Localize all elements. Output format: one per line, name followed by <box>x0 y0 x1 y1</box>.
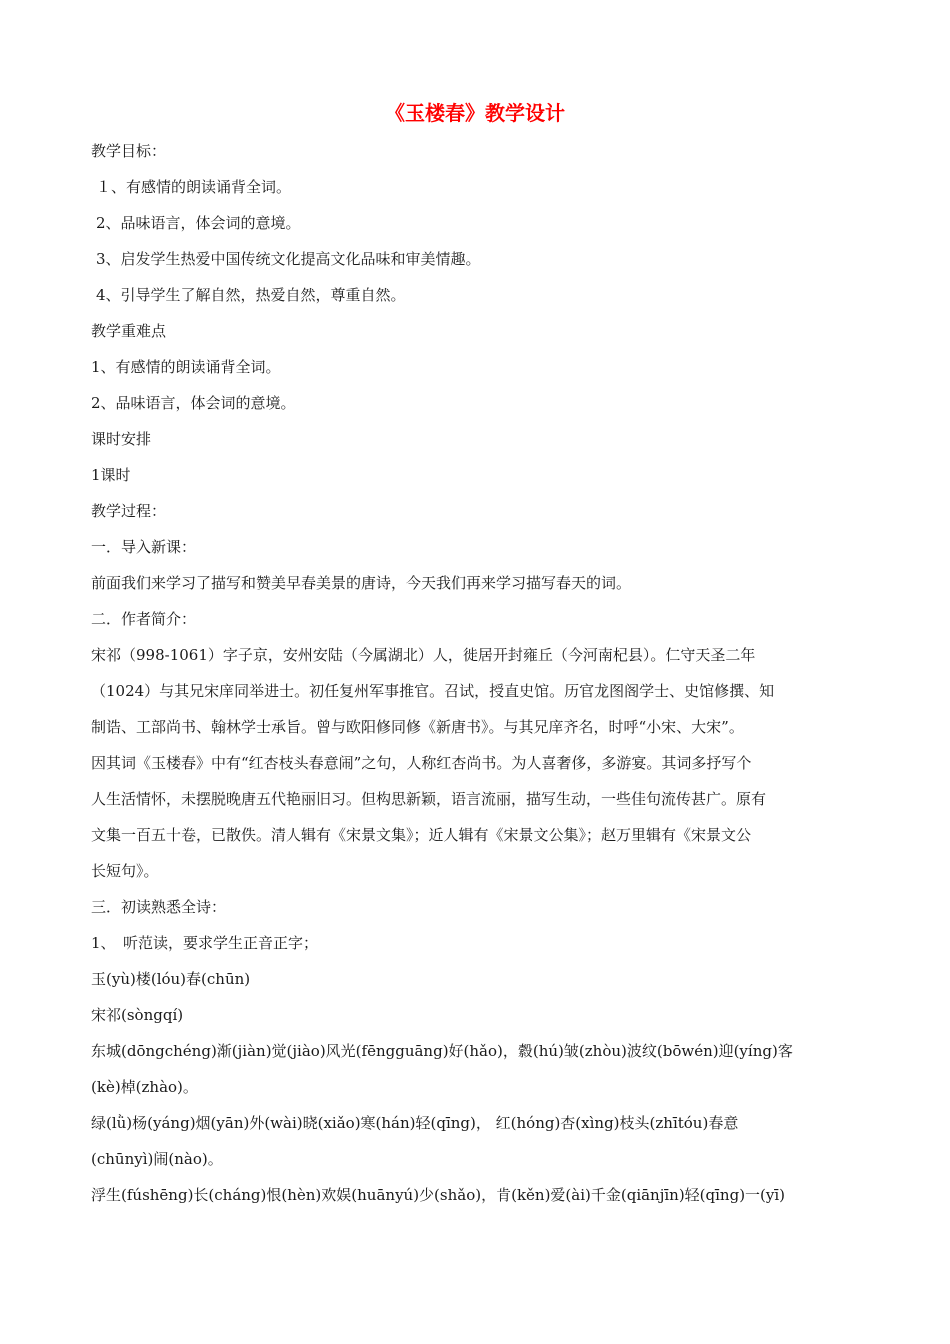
poem-title-pinyin: 玉(yù)楼(lóu)春(chūn) <box>91 970 251 988</box>
key-point-item: 2、品味语言，体会词的意境。 <box>91 394 296 412</box>
step3-heading: 三．初读熟悉全诗： <box>91 898 227 916</box>
author-bio-line: （1024）与其兄宋庠同举进士。初任复州军事推官。召试，授直史馆。历官龙图阁学士、史馆修撰、知 <box>91 682 775 700</box>
step1-heading: 一．导入新课： <box>91 538 197 556</box>
author-bio-line: 因其词《玉楼春》中有“红杏枝头春意闹”之句，人称红杏尚书。为人喜奢侈，多游宴。其词多抒写个 <box>91 754 752 772</box>
step1-text: 前面我们来学习了描写和赞美早春美景的唐诗，今天我们再来学习描写春天的词。 <box>91 574 632 592</box>
goal-item: １、有感情的朗读诵背全词。 <box>96 178 292 196</box>
author-bio-line: 人生活情怀，未摆脱晚唐五代艳丽旧习。但构思新颖，语言流丽，描写生动，一些佳句流传甚广。原有 <box>91 790 767 808</box>
schedule-value: 1课时 <box>91 466 131 484</box>
author-bio-line: 文集一百五十卷，已散佚。清人辑有《宋景文集》；近人辑有《宋景文公集》；赵万里辑有《宋景文公 <box>91 826 752 844</box>
author-bio-line: 制诰、工部尚书、翰林学士承旨。曾与欧阳修同修《新唐书》。与其兄庠齐名，时呼“小宋、大宋”。 <box>91 718 744 736</box>
goals-heading: 教学目标： <box>91 142 167 160</box>
step2-heading: 二．作者简介： <box>91 610 197 628</box>
poem-line: 浮生(fúshēng)长(cháng)恨(hèn)欢娱(huānyú)少(shǎo)，肯(kěn)爱(ài)千金(qiānjīn)轻(qīng)一(yī) <box>91 1186 786 1204</box>
poem-line: (chūnyì)闹(nào)。 <box>91 1150 223 1168</box>
document-body <box>91 133 861 1213</box>
poem-author-pinyin: 宋祁(sòngqí) <box>91 1006 184 1024</box>
key-point-item: 1、有感情的朗读诵背全词。 <box>91 358 281 376</box>
poem-line: 东城(dōngchéng)渐(jiàn)觉(jiào)风光(fēngguāng)好(hǎo)，縠(hú)皱(zhòu)波纹(bōwén)迎(yíng)客 <box>91 1042 793 1060</box>
step3-item: 1、 听范读，要求学生正音正字； <box>91 934 319 952</box>
goal-item: 4、引导学生了解自然，热爱自然，尊重自然。 <box>96 286 406 304</box>
poem-line: (kè)棹(zhào)。 <box>91 1078 198 1096</box>
author-bio-line: 长短句》。 <box>91 862 159 880</box>
goal-item: 2、品味语言，体会词的意境。 <box>96 214 301 232</box>
key-points-heading: 教学重难点 <box>91 322 167 340</box>
goal-item: 3、启发学生热爱中国传统文化提高文化品味和审美情趣。 <box>96 250 481 268</box>
document-title: 《玉楼春》教学设计 <box>385 101 565 125</box>
author-bio-line: 宋祁（998-1061）字子京，安州安陆（今属湖北）人，徙居开封雍丘（今河南杞县）。仁守天圣二年 <box>91 646 756 664</box>
process-heading: 教学过程： <box>91 502 167 520</box>
schedule-heading: 课时安排 <box>91 430 152 448</box>
poem-line: 绿(lǜ)杨(yáng)烟(yān)外(wài)晓(xiǎo)寒(hán)轻(qīng)， 红(hóng)杏(xìng)枝头(zhītóu)春意 <box>91 1114 739 1132</box>
